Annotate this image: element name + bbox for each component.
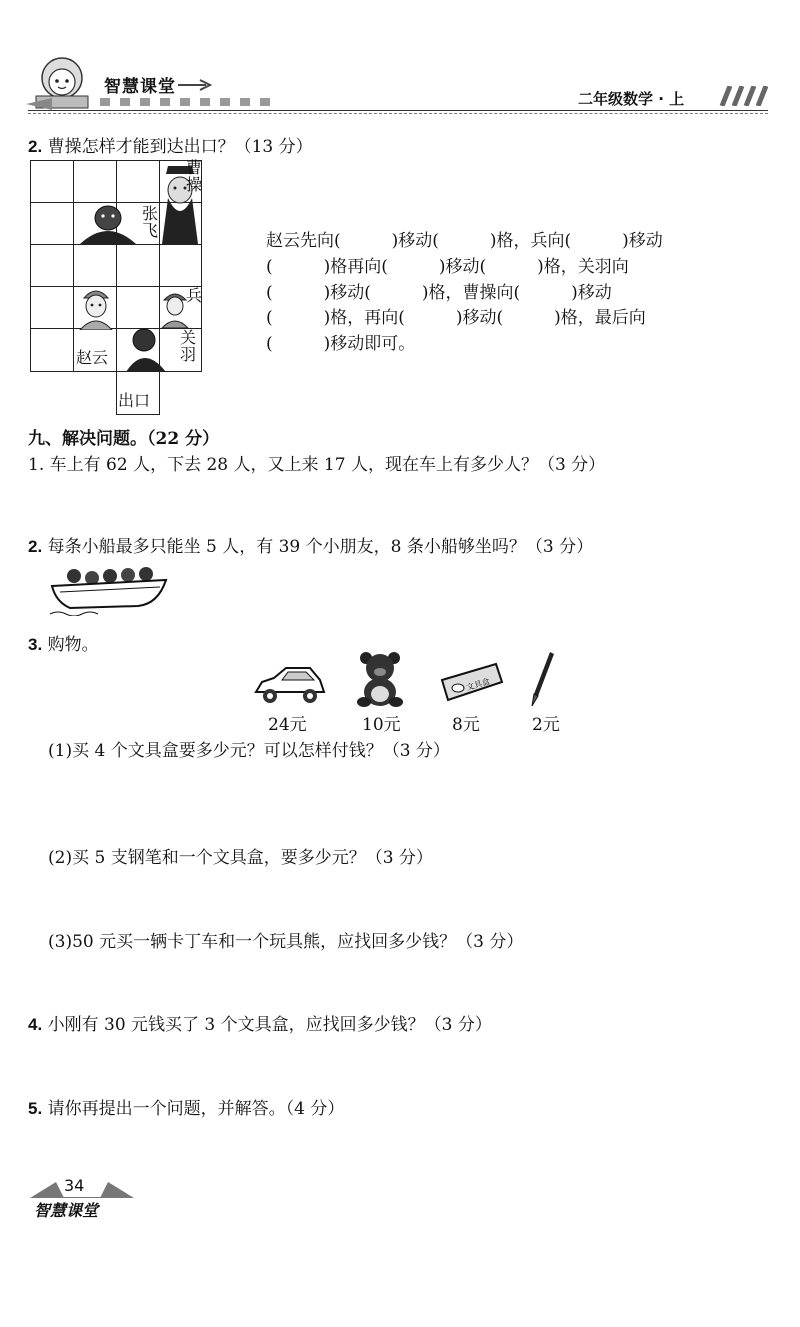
zhaoyun-label: 赵云: [76, 348, 109, 367]
pen-price: 2元: [532, 715, 560, 735]
car-price: 24元: [268, 715, 307, 735]
header-checker-band: [100, 98, 270, 106]
footer-brand: 智慧课堂: [34, 1201, 99, 1220]
section9-q2: 2. 每条小船最多只能坐 5 人，有 39 个小朋友，8 条小船够坐吗？（3 分）: [28, 537, 594, 557]
maze-answer-line-4: ( )格，再向( )移动( )格，最后向: [266, 308, 646, 328]
boat-icon: [48, 560, 170, 616]
pencil-box-icon: [438, 662, 504, 702]
section9-q5: 5. 请你再提出一个问题，并解答。（4 分）: [28, 1099, 345, 1119]
section9-q4: 4. 小刚有 30 元钱买了 3 个文具盒，应找回多少钱？（3 分）: [28, 1015, 492, 1035]
pen-icon: [528, 652, 558, 708]
bing-label: 兵: [186, 286, 203, 305]
header-stripes: [716, 86, 768, 106]
section9-q3-2: (2)买 5 支钢笔和一个文具盒，要多少元？（3 分）: [48, 848, 433, 868]
q2-maze-text: 曹操怎样才能到达出口？（13 分）: [47, 137, 313, 157]
maze-exit-label: 出口: [118, 391, 151, 410]
pencil-box-label: 文具盒: [465, 676, 491, 693]
maze-answer-line-2: ( )格再向( )移动( )格，关羽向: [266, 257, 629, 277]
maze-answer-line-1: 赵云先向( )移动( )格，兵向( )移动: [266, 231, 663, 251]
section9-title: 九、解决问题。（22 分）: [28, 429, 220, 449]
maze-answer-line-5: ( )移动即可。: [266, 334, 416, 354]
header-rule: [28, 110, 768, 111]
header-subject: 二年级数学 · 上: [578, 90, 685, 108]
arrow-icon: [178, 78, 214, 92]
girl-mascot-icon: [22, 52, 102, 112]
zhangfei-label: 张飞: [142, 204, 159, 240]
section9-q3: 3. 购物。: [28, 635, 99, 655]
page-number: 34: [64, 1176, 85, 1195]
header-brand: 智慧课堂: [104, 77, 176, 97]
header-rule-dotted: [28, 113, 768, 114]
zhaoyun-portrait-icon: [76, 286, 116, 330]
zhangfei-portrait-icon: [74, 204, 144, 244]
maze-grid: [30, 158, 203, 410]
guanyu-portrait-icon: [122, 328, 172, 372]
car-icon: [252, 664, 326, 706]
maze-answer-line-3: ( )移动( )格，曹操向( )移动: [266, 283, 612, 303]
section9-q3-1: (1)买 4 个文具盒要多少元？可以怎样付钱？（3 分）: [48, 741, 450, 761]
bear-price: 10元: [362, 715, 401, 735]
guanyu-label: 关羽: [180, 328, 197, 364]
header: [0, 0, 800, 120]
caocao-label: 曹操: [186, 158, 203, 194]
pencil-box-price: 8元: [452, 715, 480, 735]
section9-q1: 1. 车上有 62 人，下去 28 人，又上来 17 人，现在车上有多少人？（3 分）: [28, 455, 606, 475]
bear-icon: [356, 650, 404, 708]
q2-maze-title: 2. 曹操怎样才能到达出口？（13 分）: [28, 137, 313, 157]
section9-q3-3: (3)50 元买一辆卡丁车和一个玩具熊，应找回多少钱？（3 分）: [48, 932, 524, 952]
